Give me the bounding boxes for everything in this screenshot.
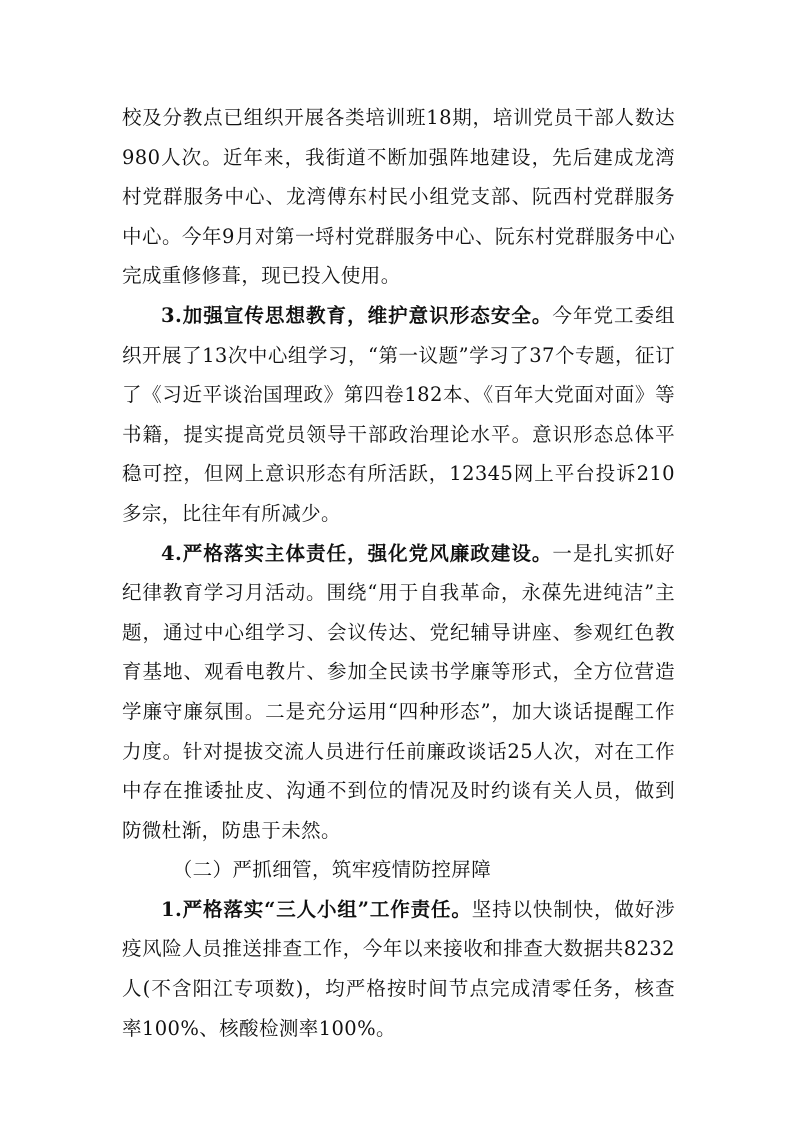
paragraph-epidemic bbox=[122, 890, 675, 1048]
paragraph-training-continuation: 校及分教点已组织开展各类培训班18期，培训党员干部人数达980人次。近年来，我街道不断加强阵地建设，先后建成龙湾村党群服务中心、龙湾傅东村民小组党支部、阮西村党群服务中心。今年9月对第一埒村党群服务中心、阮东村党群服务中心完成重修修葺，现已投入使用。 bbox=[122, 106, 675, 288]
paragraph-heading-epidemic: 1.严格落实“三人小组”工作责任。 bbox=[161, 897, 472, 921]
paragraph-body-responsibility: 一是扎实抓好纪律教育学习月活动。围绕“用于自我革命，永葆先进纯洁”主题，通过中心组学习、会议传达、党纪辅导讲座、参观红色教育基地、观看电教片、参加全民读书学廉等形式，全方位营造学廉守廉氛围。二是充分运用“四种形态”，加大谈话提醒工作力度。针对提拔交流人员进行任前廉政谈话25人次，对在工作中存在推诿扯皮、沟通不到位的情况及时约谈有关人员，做到防微杜渐，防患于未然。 bbox=[122, 541, 675, 842]
paragraph-propaganda bbox=[122, 296, 675, 534]
paragraph-body-epidemic: 坚持以快制快，做好涉疫风险人员推送排查工作，今年以来接收和排查大数据共8232人(不含阳江专项数)，均严格按时间节点完成清零任务，核查率100%、核酸检测率100%。 bbox=[122, 897, 675, 1040]
paragraph-responsibility bbox=[122, 534, 675, 851]
section-heading: （二）严抓细管，筑牢疫情防控屏障 bbox=[172, 858, 492, 882]
paragraph-heading-propaganda: 3.加强宣传思想教育，维护意识形态安全。 bbox=[161, 303, 553, 327]
paragraph-heading-responsibility: 4.严格落实主体责任，强化党风廉政建设。 bbox=[161, 541, 553, 565]
body-text bbox=[122, 98, 675, 1048]
paragraph-body-propaganda: 今年党工委组织开展了13次中心组学习，“第一议题”学习了37个专题，征订了《习近平谈治国理政》第四卷182本、《百年大党面对面》等书籍，提实提高党员领导干部政治理论水平。意识形态总体平稳可控，但网上意识形态有所活跃，12345网上平台投诉210多宗，比往年有所减少。 bbox=[122, 303, 675, 525]
